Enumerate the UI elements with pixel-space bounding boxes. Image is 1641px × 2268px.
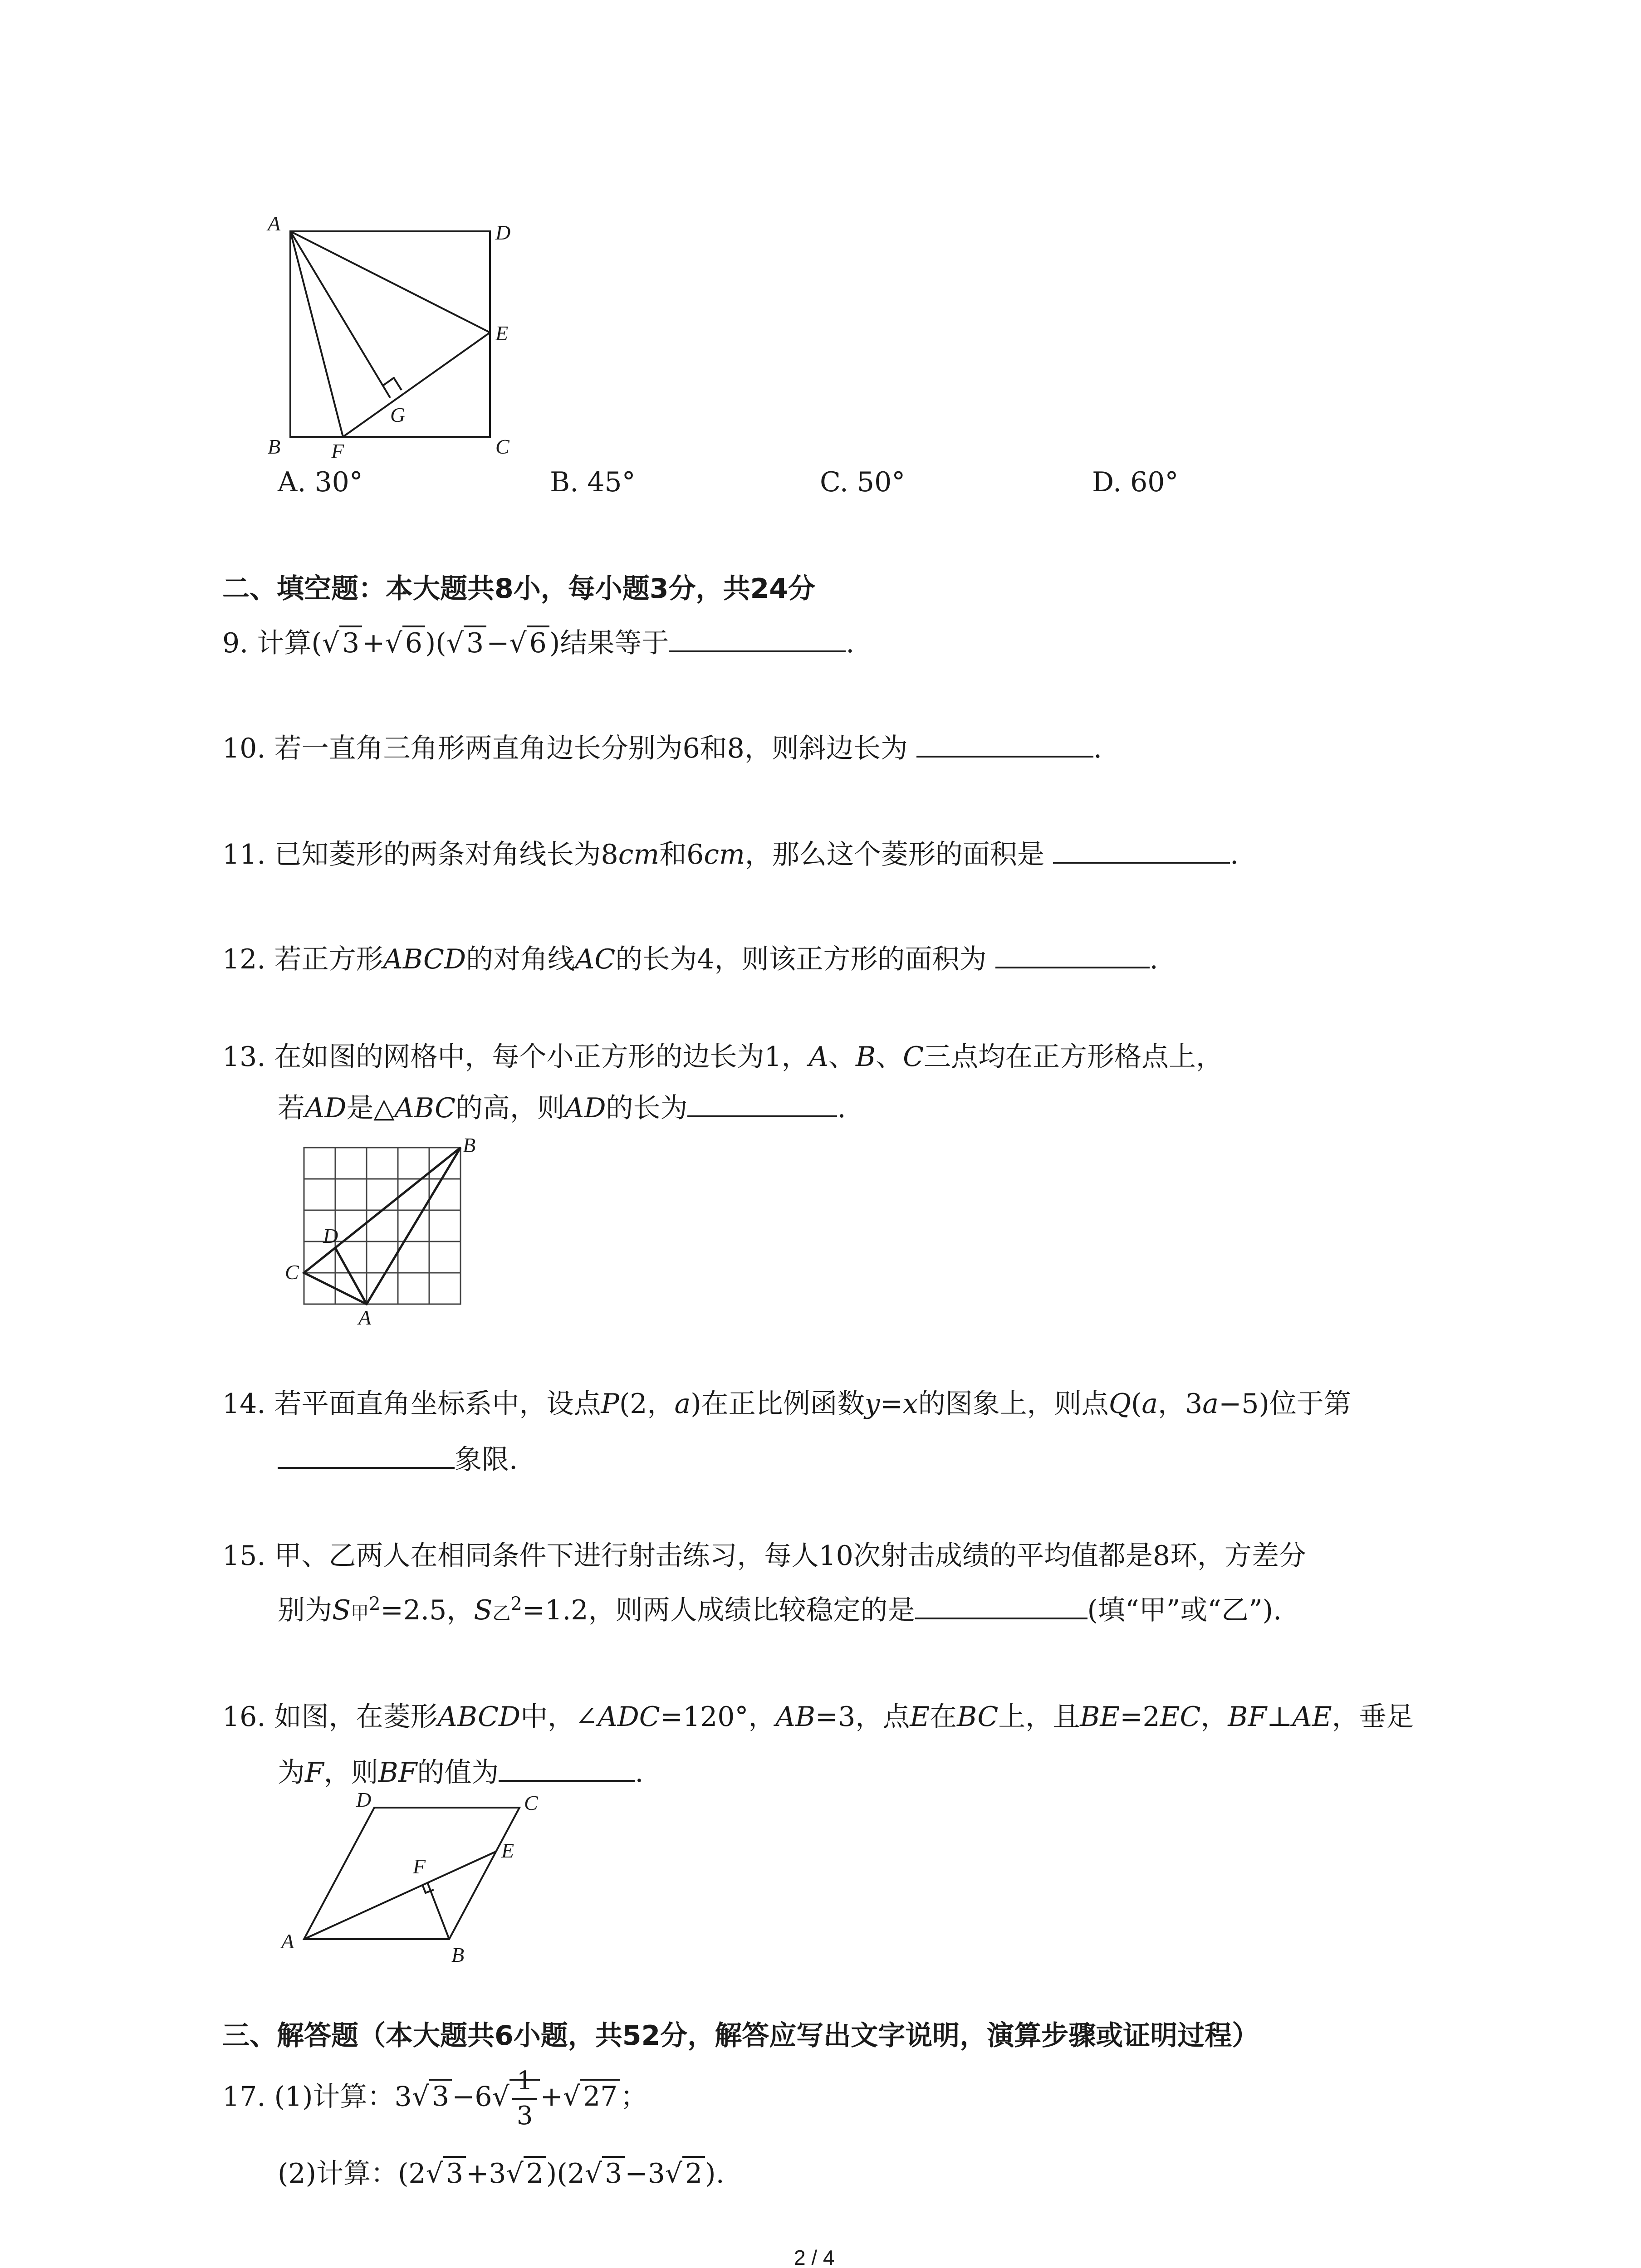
label-g: G: [390, 403, 406, 426]
fraction-one-third: $\frac{1}{3}$: [512, 2065, 538, 2133]
question-9: 9. 计算(√ 3 +√ 6 )(√ 3 −√ 6 )结果等于 .: [222, 626, 854, 657]
sqrt-3: √ 3: [412, 2079, 452, 2114]
question-17-part-1: 17. (1)计算：3√ 3 −6√ $\frac{1}{3}$ +√ 27 ；: [222, 2065, 647, 2133]
section-2-heading: 二、填空题：本大题共8小，每小题3分，共24分: [222, 573, 815, 605]
label-c: C: [285, 1261, 299, 1284]
segment-af: [290, 231, 343, 437]
label-d: D: [356, 1789, 372, 1811]
sqrt-27: √ 27: [563, 2079, 621, 2114]
question-17-part-2: (2)计算：(2√ 3 +3√ 2 )(2√ 3 −3√ 2 ).: [278, 2160, 725, 2187]
answer-blank-11[interactable]: [1053, 837, 1230, 864]
option-d: D. 60°: [1092, 466, 1179, 498]
label-d: D: [495, 221, 511, 244]
rhombus-abcd: [304, 1808, 519, 1939]
answer-blank-13[interactable]: [687, 1091, 837, 1117]
sqrt-2: √ 2: [665, 2160, 705, 2187]
question-13-line-2: 若AD是△ABC的高，则AD的长为 .: [278, 1091, 846, 1122]
question-16-line-1: 16. 如图，在菱形ABCD中，∠ADC=120°，AB=3，点E在BC上，且BE=2EC，BF⊥AE，垂足: [222, 1701, 1414, 1733]
question-12: 12. 若正方形ABCD的对角线AC的长为4，则该正方形的面积为 .: [222, 942, 1158, 973]
section-3-heading: 三、解答题（本大题共6小题，共52分，解答应写出文字说明，演算步骤或证明过程）: [222, 2020, 1259, 2052]
answer-blank-15[interactable]: [915, 1593, 1087, 1619]
sqrt-3: √ 3: [426, 2160, 466, 2187]
label-b: B: [451, 1943, 465, 1966]
answer-blank-16[interactable]: [499, 1755, 635, 1782]
option-c: C. 50°: [820, 466, 906, 498]
label-a: A: [268, 212, 281, 235]
sqrt-3: √ 3: [322, 630, 362, 657]
segment-ae: [304, 1852, 496, 1939]
grid-figure: [281, 1134, 490, 1329]
label-b: B: [463, 1134, 476, 1157]
label-a: A: [358, 1306, 372, 1329]
option-a: A. 30°: [278, 466, 363, 498]
answer-blank-14[interactable]: [278, 1442, 455, 1469]
sqrt-3: √ 3: [446, 630, 486, 657]
question-14-line-1: 14. 若平面直角坐标系中，设点P(2，a)在正比例函数y=x的图象上，则点Q(a，3a−5)位于第: [222, 1388, 1351, 1420]
question-16-line-2: 为F，则BF的值为 .: [278, 1755, 643, 1786]
label-d: D: [323, 1224, 338, 1247]
question-10: 10. 若一直角三角形两直角边长分别为6和8，则斜边长为 .: [222, 731, 1102, 762]
page-number: 2 / 4: [794, 2246, 835, 2268]
answer-blank-10[interactable]: [916, 731, 1093, 758]
label-c: C: [524, 1791, 538, 1814]
label-f: F: [413, 1855, 426, 1878]
segment-fe: [343, 332, 490, 437]
sqrt-6: √ 6: [509, 630, 549, 657]
question-14-line-2: 象限.: [278, 1442, 518, 1473]
question-13-line-1: 13. 在如图的网格中，每个小正方形的边长为1，A、B、C三点均在正方形格点上，: [222, 1041, 1224, 1073]
label-f: F: [331, 440, 344, 463]
question-15-line-1: 15. 甲、乙两人在相同条件下进行射击练习，每人10次射击成绩的平均值都是8环，方差分: [222, 1540, 1307, 1572]
label-e: E: [495, 322, 509, 345]
question-11: 11. 已知菱形的两条对角线长为8cm和6cm，那么这个菱形的面积是 .: [222, 837, 1239, 868]
label-c: C: [495, 435, 509, 458]
label-e: E: [501, 1839, 514, 1862]
sqrt-6: √ 6: [385, 630, 425, 657]
answer-blank-12[interactable]: [995, 942, 1150, 968]
right-angle-mark: [383, 378, 402, 390]
label-b: B: [268, 435, 281, 458]
sqrt-3: √ 3: [585, 2160, 625, 2187]
option-b: B. 45°: [550, 466, 636, 498]
label-a: A: [281, 1930, 294, 1953]
question-15-line-2: 别为S甲$^2$=2.5，S乙$^2$=1.2，则两人成绩比较稳定的是 (填“甲”或“乙”).: [278, 1593, 1282, 1626]
answer-blank-9[interactable]: [669, 626, 846, 652]
sqrt-fraction: √ $\frac{1}{3}$: [492, 2065, 540, 2133]
rhombus-figure: [272, 1789, 563, 1971]
square-figure: [254, 209, 535, 463]
sqrt-2: √ 2: [506, 2160, 546, 2187]
